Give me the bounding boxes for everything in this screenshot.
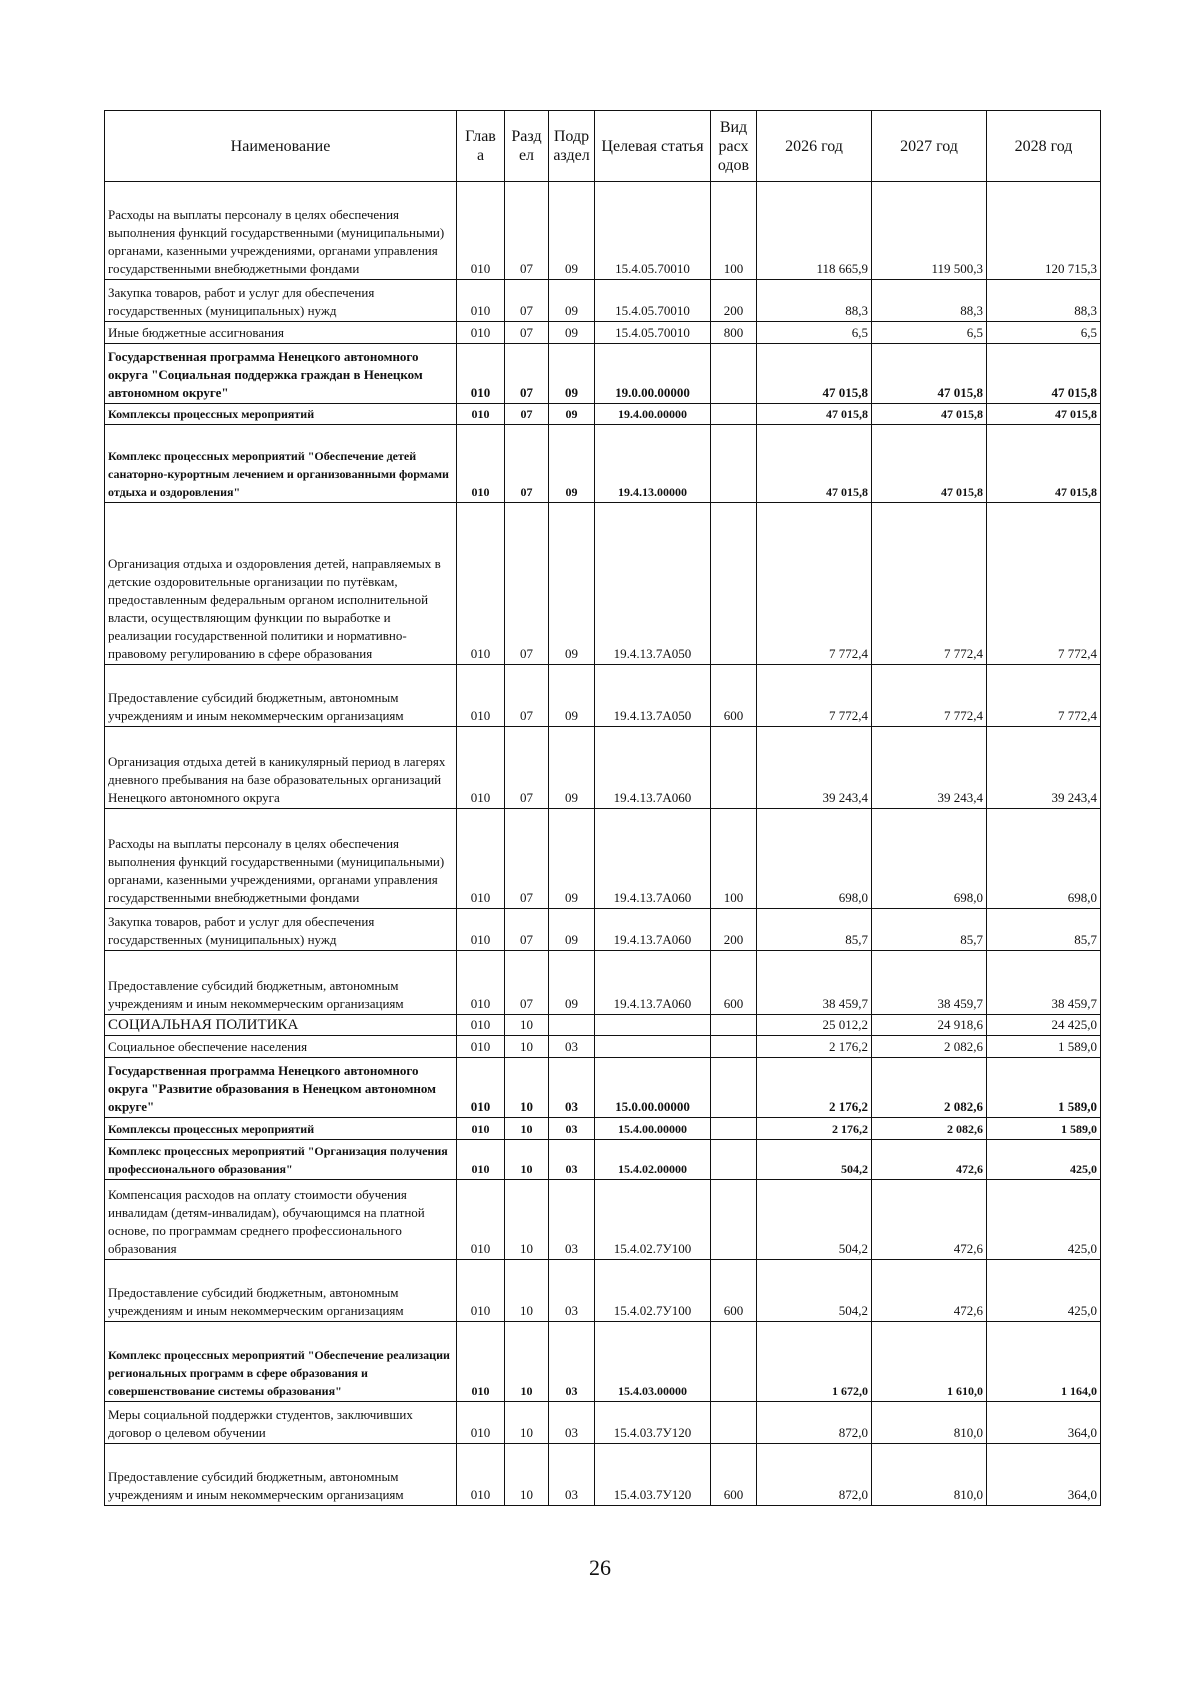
subsection-cell: 09 <box>549 404 595 425</box>
target-article-cell: 15.4.02.00000 <box>595 1140 711 1180</box>
target-article-cell: 15.4.03.7У120 <box>595 1402 711 1444</box>
value-2027-cell: 2 082,6 <box>872 1036 987 1058</box>
chapter-cell: 010 <box>457 425 505 503</box>
chapter-cell: 010 <box>457 1444 505 1506</box>
row-name-cell: Закупка товаров, работ и услуг для обеспечения государственных (муниципальных) нужд <box>105 280 457 322</box>
row-name-cell: Комплексы процессных мероприятий <box>105 404 457 425</box>
target-article-cell: 19.4.13.7А050 <box>595 503 711 665</box>
expense-type-cell: 800 <box>711 322 757 344</box>
chapter-cell: 010 <box>457 1118 505 1140</box>
value-2026-cell: 504,2 <box>757 1140 872 1180</box>
row-name-cell: Расходы на выплаты персоналу в целях обеспечения выполнения функций государственными (муниципальными) органами, казенными учреждениями, органами управления государственными внебюджетными фондами <box>105 182 457 280</box>
value-2028-cell: 7 772,4 <box>987 665 1101 727</box>
expense-type-cell <box>711 1058 757 1118</box>
expense-type-cell <box>711 344 757 404</box>
value-2028-cell: 1 589,0 <box>987 1058 1101 1118</box>
value-2026-cell: 2 176,2 <box>757 1036 872 1058</box>
value-2027-cell: 810,0 <box>872 1402 987 1444</box>
subsection-cell: 03 <box>549 1402 595 1444</box>
target-article-cell: 15.4.03.7У120 <box>595 1444 711 1506</box>
section-cell: 07 <box>505 404 549 425</box>
section-cell: 10 <box>505 1140 549 1180</box>
header-chapter: Глав а <box>457 111 505 182</box>
target-article-cell <box>595 1015 711 1036</box>
chapter-cell: 010 <box>457 1058 505 1118</box>
row-name-cell: Социальное обеспечение населения <box>105 1036 457 1058</box>
value-2027-cell: 472,6 <box>872 1140 987 1180</box>
subsection-cell: 09 <box>549 727 595 809</box>
row-name-cell: Меры социальной поддержки студентов, заключивших договор о целевом обучении <box>105 1402 457 1444</box>
value-2027-cell: 24 918,6 <box>872 1015 987 1036</box>
subsection-cell: 03 <box>549 1180 595 1260</box>
chapter-cell: 010 <box>457 344 505 404</box>
subsection-cell: 03 <box>549 1058 595 1118</box>
value-2026-cell: 1 672,0 <box>757 1322 872 1402</box>
value-2028-cell: 6,5 <box>987 322 1101 344</box>
expense-type-cell: 100 <box>711 809 757 909</box>
value-2027-cell: 38 459,7 <box>872 951 987 1015</box>
value-2028-cell: 88,3 <box>987 280 1101 322</box>
expense-type-cell: 200 <box>711 909 757 951</box>
value-2028-cell: 7 772,4 <box>987 503 1101 665</box>
expense-type-cell <box>711 1015 757 1036</box>
table-row <box>105 404 1101 425</box>
table-row <box>105 1058 1101 1118</box>
expense-type-cell <box>711 503 757 665</box>
value-2027-cell: 2 082,6 <box>872 1058 987 1118</box>
table-row <box>105 425 1101 503</box>
value-2027-cell: 1 610,0 <box>872 1322 987 1402</box>
value-2026-cell: 47 015,8 <box>757 425 872 503</box>
chapter-cell: 010 <box>457 404 505 425</box>
subsection-cell: 09 <box>549 280 595 322</box>
subsection-cell: 09 <box>549 503 595 665</box>
value-2027-cell: 472,6 <box>872 1180 987 1260</box>
value-2028-cell: 47 015,8 <box>987 344 1101 404</box>
section-cell: 10 <box>505 1118 549 1140</box>
section-cell: 07 <box>505 344 549 404</box>
value-2027-cell: 85,7 <box>872 909 987 951</box>
row-name-cell: Организация отдыха детей в каникулярный период в лагерях дневного пребывания на базе образовательных организаций Ненецкого автономного округа <box>105 727 457 809</box>
row-name-cell: Иные бюджетные ассигнования <box>105 322 457 344</box>
chapter-cell: 010 <box>457 1260 505 1322</box>
row-name-cell: Предоставление субсидий бюджетным, автономным учреждениям и иным некоммерческим организациям <box>105 1260 457 1322</box>
value-2026-cell: 39 243,4 <box>757 727 872 809</box>
target-article-cell: 19.0.00.00000 <box>595 344 711 404</box>
section-cell: 07 <box>505 425 549 503</box>
section-cell: 10 <box>505 1260 549 1322</box>
row-name-cell: Закупка товаров, работ и услуг для обеспечения государственных (муниципальных) нужд <box>105 909 457 951</box>
subsection-cell: 09 <box>549 322 595 344</box>
header-section: Разд ел <box>505 111 549 182</box>
value-2026-cell: 38 459,7 <box>757 951 872 1015</box>
section-cell: 07 <box>505 909 549 951</box>
section-cell: 07 <box>505 280 549 322</box>
subsection-cell: 03 <box>549 1260 595 1322</box>
expense-type-cell: 600 <box>711 1260 757 1322</box>
row-name-cell: Комплексы процессных мероприятий <box>105 1118 457 1140</box>
target-article-cell: 15.4.00.00000 <box>595 1118 711 1140</box>
subsection-cell: 03 <box>549 1036 595 1058</box>
section-cell: 07 <box>505 322 549 344</box>
subsection-cell: 09 <box>549 909 595 951</box>
expense-type-cell: 600 <box>711 1444 757 1506</box>
target-article-cell: 19.4.13.7А050 <box>595 665 711 727</box>
section-cell: 10 <box>505 1036 549 1058</box>
table-row <box>105 1140 1101 1180</box>
section-cell: 10 <box>505 1058 549 1118</box>
value-2026-cell: 504,2 <box>757 1260 872 1322</box>
value-2027-cell: 472,6 <box>872 1260 987 1322</box>
value-2026-cell: 504,2 <box>757 1180 872 1260</box>
subsection-cell <box>549 1015 595 1036</box>
subsection-cell: 09 <box>549 182 595 280</box>
target-article-cell: 15.4.02.7У100 <box>595 1180 711 1260</box>
chapter-cell: 010 <box>457 727 505 809</box>
value-2027-cell: 698,0 <box>872 809 987 909</box>
expense-type-cell: 600 <box>711 665 757 727</box>
chapter-cell: 010 <box>457 503 505 665</box>
row-name-cell: Компенсация расходов на оплату стоимости обучения инвалидам (детям-инвалидам), обучающимся на платной основе, по программам среднего профессионального образования <box>105 1180 457 1260</box>
table-row <box>105 1180 1101 1260</box>
target-article-cell: 19.4.13.7А060 <box>595 909 711 951</box>
value-2028-cell: 1 589,0 <box>987 1118 1101 1140</box>
subsection-cell: 09 <box>549 665 595 727</box>
expense-type-cell: 100 <box>711 182 757 280</box>
budget-table <box>104 110 1101 1506</box>
value-2028-cell: 47 015,8 <box>987 404 1101 425</box>
section-cell: 07 <box>505 503 549 665</box>
target-article-cell: 15.4.02.7У100 <box>595 1260 711 1322</box>
value-2026-cell: 2 176,2 <box>757 1118 872 1140</box>
chapter-cell: 010 <box>457 951 505 1015</box>
expense-type-cell <box>711 404 757 425</box>
value-2026-cell: 6,5 <box>757 322 872 344</box>
table-row <box>105 1402 1101 1444</box>
table-row <box>105 1260 1101 1322</box>
row-name-cell: Государственная программа Ненецкого автономного округа "Социальная поддержка граждан в Ненецком автономном округе" <box>105 344 457 404</box>
chapter-cell: 010 <box>457 1180 505 1260</box>
chapter-cell: 010 <box>457 1322 505 1402</box>
expense-type-cell <box>711 1118 757 1140</box>
table-row <box>105 280 1101 322</box>
target-article-cell: 19.4.13.7А060 <box>595 727 711 809</box>
table-row <box>105 909 1101 951</box>
value-2028-cell: 24 425,0 <box>987 1015 1101 1036</box>
row-name-cell: Организация отдыха и оздоровления детей, направляемых в детские оздоровительные организации по путёвкам, предоставленным федеральным органом исполнительной власти, осуществляющим функции по выработке и реализации государственной политики и нормативно-правовому регулированию в сфере образования <box>105 503 457 665</box>
value-2028-cell: 47 015,8 <box>987 425 1101 503</box>
chapter-cell: 010 <box>457 809 505 909</box>
value-2027-cell: 47 015,8 <box>872 344 987 404</box>
value-2028-cell: 38 459,7 <box>987 951 1101 1015</box>
chapter-cell: 010 <box>457 1402 505 1444</box>
section-cell: 10 <box>505 1444 549 1506</box>
header-expense-type: Вид расх одов <box>711 111 757 182</box>
chapter-cell: 010 <box>457 909 505 951</box>
expense-type-cell <box>711 1180 757 1260</box>
expense-type-cell <box>711 727 757 809</box>
row-name-cell: Предоставление субсидий бюджетным, автономным учреждениям и иным некоммерческим организациям <box>105 951 457 1015</box>
value-2027-cell: 810,0 <box>872 1444 987 1506</box>
row-name-cell: Предоставление субсидий бюджетным, автономным учреждениям и иным некоммерческим организациям <box>105 665 457 727</box>
value-2028-cell: 39 243,4 <box>987 727 1101 809</box>
chapter-cell: 010 <box>457 182 505 280</box>
table-row <box>105 727 1101 809</box>
expense-type-cell <box>711 1036 757 1058</box>
target-article-cell: 19.4.13.7А060 <box>595 951 711 1015</box>
header-name: Наименование <box>105 111 457 182</box>
value-2026-cell: 47 015,8 <box>757 404 872 425</box>
chapter-cell: 010 <box>457 322 505 344</box>
expense-type-cell <box>711 1402 757 1444</box>
value-2026-cell: 698,0 <box>757 809 872 909</box>
section-cell: 10 <box>505 1015 549 1036</box>
target-article-cell: 15.4.05.70010 <box>595 280 711 322</box>
value-2028-cell: 425,0 <box>987 1140 1101 1180</box>
page-number: 26 <box>589 1555 611 1580</box>
row-name-cell: СОЦИАЛЬНАЯ ПОЛИТИКА <box>105 1015 457 1036</box>
expense-type-cell: 600 <box>711 951 757 1015</box>
subsection-cell: 09 <box>549 951 595 1015</box>
value-2026-cell: 872,0 <box>757 1444 872 1506</box>
section-cell: 07 <box>505 809 549 909</box>
table-row <box>105 1036 1101 1058</box>
subsection-cell: 09 <box>549 425 595 503</box>
target-article-cell: 19.4.13.00000 <box>595 425 711 503</box>
value-2028-cell: 85,7 <box>987 909 1101 951</box>
section-cell: 10 <box>505 1402 549 1444</box>
value-2027-cell: 7 772,4 <box>872 665 987 727</box>
value-2026-cell: 7 772,4 <box>757 503 872 665</box>
subsection-cell: 03 <box>549 1140 595 1180</box>
subsection-cell: 03 <box>549 1322 595 1402</box>
value-2028-cell: 364,0 <box>987 1402 1101 1444</box>
table-row <box>105 182 1101 280</box>
value-2026-cell: 85,7 <box>757 909 872 951</box>
table-row <box>105 1444 1101 1506</box>
chapter-cell: 010 <box>457 280 505 322</box>
expense-type-cell <box>711 425 757 503</box>
header-2026: 2026 год <box>757 111 872 182</box>
value-2028-cell: 1 589,0 <box>987 1036 1101 1058</box>
target-article-cell: 15.4.05.70010 <box>595 182 711 280</box>
section-cell: 07 <box>505 182 549 280</box>
header-target-article: Целевая статья <box>595 111 711 182</box>
value-2027-cell: 88,3 <box>872 280 987 322</box>
expense-type-cell <box>711 1322 757 1402</box>
table-row <box>105 344 1101 404</box>
row-name-cell: Предоставление субсидий бюджетным, автономным учреждениям и иным некоммерческим организациям <box>105 1444 457 1506</box>
row-name-cell: Комплекс процессных мероприятий "Обеспечение детей санаторно-курортным лечением и организованными формами отдыха и оздоровления" <box>105 425 457 503</box>
value-2027-cell: 39 243,4 <box>872 727 987 809</box>
subsection-cell: 03 <box>549 1444 595 1506</box>
chapter-cell: 010 <box>457 1140 505 1180</box>
table-row <box>105 665 1101 727</box>
value-2028-cell: 425,0 <box>987 1180 1101 1260</box>
target-article-cell: 15.0.00.00000 <box>595 1058 711 1118</box>
value-2026-cell: 25 012,2 <box>757 1015 872 1036</box>
expense-type-cell <box>711 1140 757 1180</box>
chapter-cell: 010 <box>457 1015 505 1036</box>
target-article-cell: 19.4.00.00000 <box>595 404 711 425</box>
chapter-cell: 010 <box>457 665 505 727</box>
value-2027-cell: 47 015,8 <box>872 404 987 425</box>
row-name-cell: Комплекс процессных мероприятий "Организация получения профессионального образования" <box>105 1140 457 1180</box>
table-row <box>105 951 1101 1015</box>
header-subsection: Подр аздел <box>549 111 595 182</box>
table-row <box>105 1322 1101 1402</box>
section-cell: 07 <box>505 951 549 1015</box>
section-cell: 07 <box>505 665 549 727</box>
value-2026-cell: 7 772,4 <box>757 665 872 727</box>
subsection-cell: 09 <box>549 809 595 909</box>
value-2028-cell: 364,0 <box>987 1444 1101 1506</box>
value-2027-cell: 47 015,8 <box>872 425 987 503</box>
table-row <box>105 809 1101 909</box>
value-2027-cell: 119 500,3 <box>872 182 987 280</box>
value-2028-cell: 1 164,0 <box>987 1322 1101 1402</box>
target-article-cell: 15.4.03.00000 <box>595 1322 711 1402</box>
subsection-cell: 09 <box>549 344 595 404</box>
value-2026-cell: 47 015,8 <box>757 344 872 404</box>
row-name-cell: Комплекс процессных мероприятий "Обеспечение реализации региональных программ в сфере образования и совершенствование системы образования" <box>105 1322 457 1402</box>
header-2028: 2028 год <box>987 111 1101 182</box>
chapter-cell: 010 <box>457 1036 505 1058</box>
table-row <box>105 322 1101 344</box>
value-2028-cell: 425,0 <box>987 1260 1101 1322</box>
section-cell: 07 <box>505 727 549 809</box>
value-2026-cell: 2 176,2 <box>757 1058 872 1118</box>
table-row <box>105 1015 1101 1036</box>
value-2027-cell: 6,5 <box>872 322 987 344</box>
value-2027-cell: 2 082,6 <box>872 1118 987 1140</box>
table-row <box>105 1118 1101 1140</box>
subsection-cell: 03 <box>549 1118 595 1140</box>
value-2027-cell: 7 772,4 <box>872 503 987 665</box>
section-cell: 10 <box>505 1180 549 1260</box>
target-article-cell: 19.4.13.7А060 <box>595 809 711 909</box>
target-article-cell <box>595 1036 711 1058</box>
value-2028-cell: 698,0 <box>987 809 1101 909</box>
value-2026-cell: 88,3 <box>757 280 872 322</box>
value-2028-cell: 120 715,3 <box>987 182 1101 280</box>
value-2026-cell: 872,0 <box>757 1402 872 1444</box>
header-2027: 2027 год <box>872 111 987 182</box>
table-body <box>105 182 1101 1506</box>
row-name-cell: Государственная программа Ненецкого автономного округа "Развитие образования в Ненецком автономном округе" <box>105 1058 457 1118</box>
value-2026-cell: 118 665,9 <box>757 182 872 280</box>
target-article-cell: 15.4.05.70010 <box>595 322 711 344</box>
table-header-row <box>105 111 1101 182</box>
section-cell: 10 <box>505 1322 549 1402</box>
expense-type-cell: 200 <box>711 280 757 322</box>
row-name-cell: Расходы на выплаты персоналу в целях обеспечения выполнения функций государственными (муниципальными) органами, казенными учреждениями, органами управления государственными внебюджетными фондами <box>105 809 457 909</box>
table-row <box>105 503 1101 665</box>
